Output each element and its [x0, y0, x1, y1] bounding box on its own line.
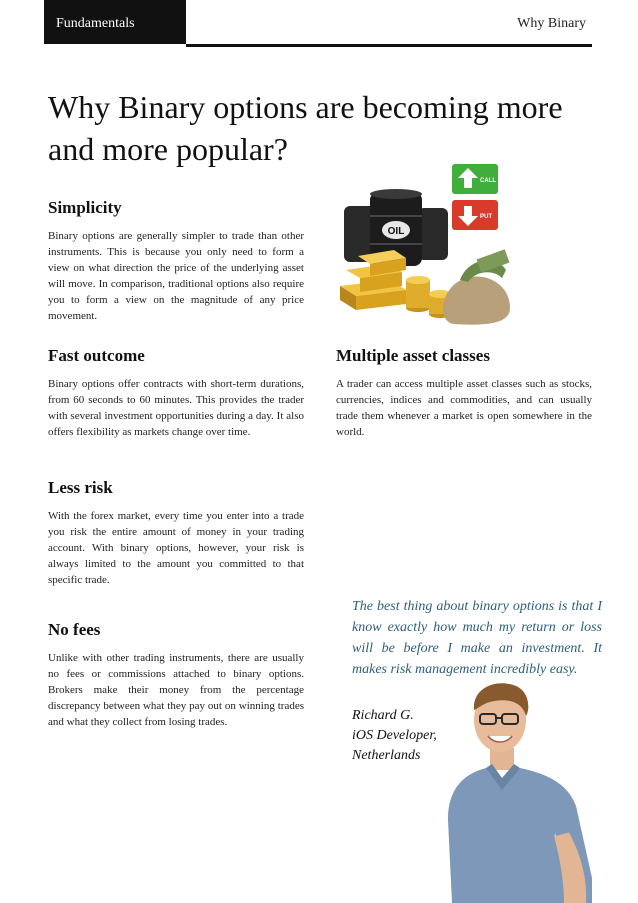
section-heading: No fees: [48, 620, 101, 639]
section-no-fees: [48, 620, 304, 730]
section-body: Unlike with other trading instruments, there are usually no fees or commissions attached to binary options. Brokers make their money from the percentage discrepancy between what they pay out on winning trades and what they collect from losing trades.: [48, 652, 304, 728]
section-heading: Multiple asset classes: [336, 346, 490, 365]
header-section-tab: [44, 0, 186, 44]
section-heading: Fast outcome: [48, 346, 145, 365]
page-title: Why Binary options are becoming more and more popular?: [48, 89, 563, 167]
put-arrow-icon: [452, 200, 498, 230]
author-name: Richard G.: [352, 708, 414, 723]
section-multiple-asset-classes: [336, 346, 592, 440]
author-location: Netherlands: [352, 748, 421, 763]
author-role: iOS Developer,: [352, 728, 437, 743]
put-label: PUT: [480, 214, 492, 220]
commodities-illustration: [336, 158, 514, 328]
testimonial-portrait-image: [442, 680, 592, 903]
testimonial-quote: The best thing about binary options is that I know exactly how much my return or loss will be before I make an investment. It makes risk management incredibly easy.: [352, 599, 602, 677]
header-divider: [186, 44, 592, 47]
section-heading: Simplicity: [48, 198, 122, 217]
header-section-label: Fundamentals: [56, 16, 135, 31]
testimonial-author: [352, 706, 437, 766]
call-label: CALL: [480, 178, 496, 184]
section-body: With the forex market, every time you enter into a trade you risk the entire amount of money in your trading account. With binary options, however, your risk is always limited to the amount you committed to that specific trade.: [48, 510, 304, 586]
section-body: A trader can access multiple asset classes such as stocks, currencies, indices and commodities, and can usually trade them whenever a market is open somewhere in the world.: [336, 378, 592, 438]
section-body: Binary options offer contracts with short-term durations, from 60 seconds to 60 minutes. This provides the trader with several investment opportunities during a day. It also offers flexibility as markets change over time.: [48, 378, 304, 438]
section-body: Binary options are generally simpler to trade than other instruments. This is because you only need to form a view on what direction the price of the underlying asset will move. In comparison, traditional options also require you to form a view on the magnitude of any price movement.: [48, 230, 304, 322]
barrel-label: OIL: [387, 226, 405, 237]
call-arrow-icon: [452, 164, 498, 194]
money-bag-icon: [443, 249, 510, 324]
section-fast-outcome: [48, 346, 304, 440]
header-topic-label: Why Binary: [517, 16, 586, 31]
section-heading: Less risk: [48, 478, 113, 497]
section-less-risk: [48, 478, 304, 588]
section-simplicity: [48, 198, 304, 324]
